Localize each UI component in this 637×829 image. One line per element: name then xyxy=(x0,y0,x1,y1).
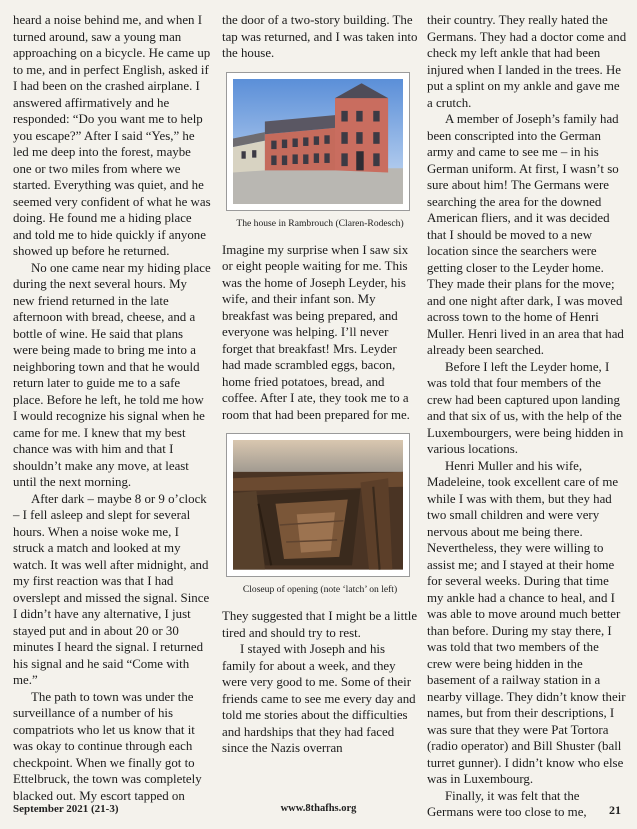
photo-caption: The house in Rambrouch (Claren-Rodesch) xyxy=(236,217,404,229)
paragraph: A member of Joseph’s family had been conscripted into the German army and came to see me – in his German uniform. At first, I wasn’t so sure about him! The Germans were searching the area for the downed American fliers, and it was decided that I should be moved to a new location since the searchers were getting closer to the Leyder home. They made their plans for the move; and one night after dark, I was moved across town to the home of Henri Muller. Henri lived in an area that had already been searched. xyxy=(427,112,624,357)
column-3 xyxy=(427,12,627,821)
paragraph: Henri Muller and his wife, Madeleine, took excellent care of me while I was with them, but they had two small children and were very nervous about me being there. Nevertheless, they were willing to assist me; and I stayed at their home for several weeks. During that time my ankle had a chance to heal, and I was able to move around much better than before. During my stay there, I was told that two members of the crew were being hidden in the basement of a railway station in a nearby village. They didn’t know their names, but from their descriptions, I was sure that they were Pat Tortora (radio operator) and Bill Shuster (ball turret gunner). I didn’t know who else was in Luxembourg. xyxy=(427,458,626,786)
page-number: 21 xyxy=(609,803,621,817)
paragraph: heard a noise behind me, and when I turned around, saw a young man approaching on a bicycle. He came up to me, and in perfect English, asked if I had been on the crashed airplane. I answered affirmatively and he responded: “Do you want me to help you escape?” After I said “Yes,” he led me deep into the forest, maybe one or two miles from where we started. Everything was quiet, and he seemed very confident of what he was doing. He found me a hiding place and told me to hide quickly if anyone showed up before he returned. xyxy=(13,13,211,258)
paragraph: Imagine my surprise when I saw six or eight people waiting for me. This was the home of Joseph Leyder, his wife, and their infant son. My breakfast was being prepared, and everyone was helping. I’ll never forget that breakfast! Mrs. Leyder had made scrambled eggs, bacon, home fried potatoes, bread, and coffee. After I ate, they took me to a room that had been prepared for me. xyxy=(222,242,410,422)
paragraph: Before I left the Leyder home, I was told that four members of the crew had been captured upon landing and that six of us, with the help of the Luxembourgers, were being hidden in various locations. xyxy=(427,359,624,456)
column-2 xyxy=(222,12,418,757)
paragraph: the door of a two-story building. The tap was returned, and I was taken into the house. xyxy=(222,13,418,60)
paragraph: No one came near my hiding place during the next several hours. My new friend returned in the late afternoon with bread, cheese, and a bottle of wine. He said that plans were being made to bring me into a neighboring town and that he would return later to guide me to a safe place. Before he left, he told me how I would recognize his signal when he came for me. I knew that my best chance was with him and that I shouldn’t make any move, at least until the next morning. xyxy=(13,260,211,489)
house-image xyxy=(233,79,403,204)
paragraph: I stayed with Joseph and his family for about a week, and they were very good to me. Some of their friends came to see me every day and told me stories about the difficulties and hardships that they had faced since the Nazis overran xyxy=(222,642,416,755)
paragraph: After dark – maybe 8 or 9 o’clock – I fell asleep and slept for several hours. When a noise woke me, I struck a match and looked at my watch. It was well after midnight, and my first reaction was that I had overslept and missed the signal. Since I didn’t have any alternative, I just stayed put and in about 20 or 30 minutes I heard the signal. I returned his signal and he said “Come with me.” xyxy=(13,491,210,687)
paragraph: The path to town was under the surveillance of a number of his compatriots who let us know that it was okay to continue through each checkpoint. When we finally got to Ettelbruck, the town was completely blacked out. My escort tapped on xyxy=(13,689,202,803)
opening-image xyxy=(233,440,403,570)
footer-date: September 2021 (21-3) xyxy=(13,803,119,815)
footer-url: www.8thafhs.org xyxy=(280,803,357,814)
paragraph: They suggested that I might be a little tired and should try to rest. xyxy=(222,609,418,640)
opening-photo xyxy=(226,433,410,577)
house-photo xyxy=(226,72,410,211)
column-1 xyxy=(13,12,211,804)
paragraph: Finally, it was felt that the Germans were too close to me, xyxy=(427,788,587,819)
paragraph: their country. They really hated the Germans. They had a doctor come and check my left ankle that had been injured when I landed in the trees. He put a splint on my ankle and gave me a crutch. xyxy=(427,13,627,110)
photo-caption: Closeup of opening (note ‘latch’ on left) xyxy=(242,584,398,595)
